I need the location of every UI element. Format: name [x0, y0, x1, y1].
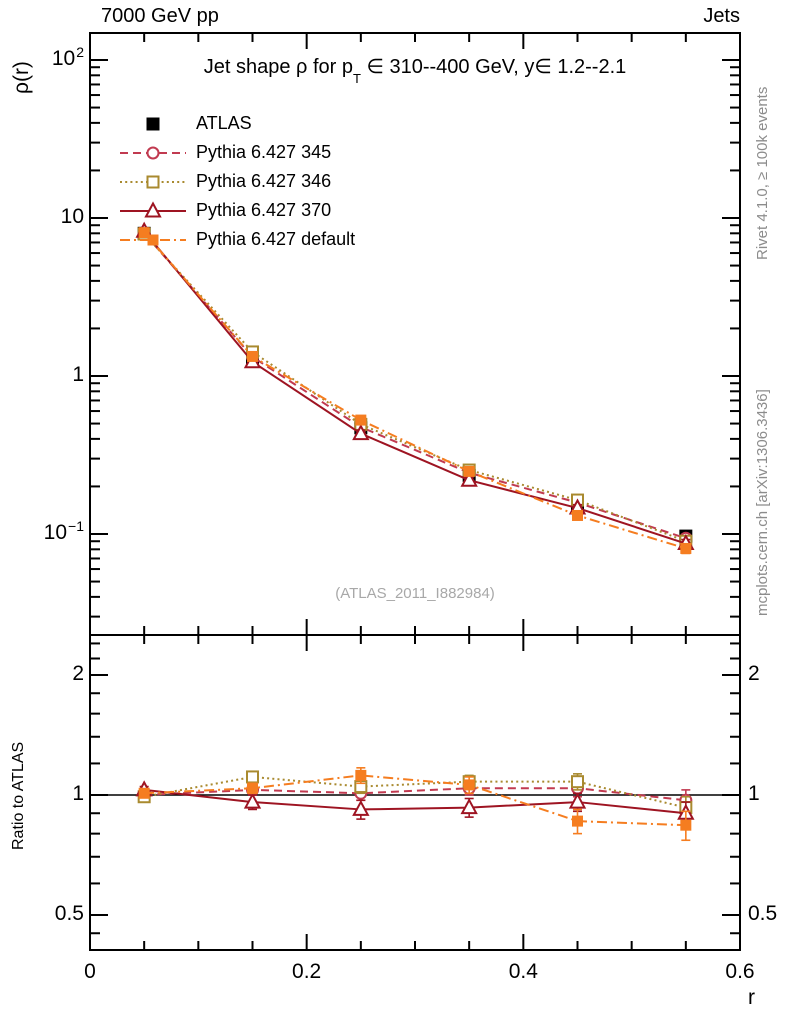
y-ratio-tick-label-right: 1 — [748, 782, 760, 805]
y-main-tick-label: $10^2$ — [51, 44, 84, 70]
plot-title — [90, 54, 740, 86]
legend-label-pythia-6-427-370: Pythia 6.427 370 — [196, 200, 332, 220]
series-main-pythia-6-427-default — [139, 227, 692, 554]
reference-series-atlas — [138, 227, 693, 543]
process-label: Jets — [703, 5, 740, 27]
legend-label-pythia-6-427-346: Pythia 6.427 346 — [196, 171, 332, 191]
series-main-pythia-6-427-345 — [139, 228, 692, 544]
plot-title-subscript: T — [352, 71, 361, 86]
axis-ticks — [90, 33, 740, 950]
y-ratio-tick-label-left: 0.5 — [54, 902, 84, 925]
x-tick-label: 0 — [84, 960, 96, 983]
y-main-tick-label: 10 — [60, 205, 84, 228]
y-main-tick-exponent: 2 — [76, 44, 84, 60]
series-ratio-pythia-6-427-default — [139, 768, 692, 840]
series-main-pythia-6-427-346 — [139, 229, 692, 547]
legend-label-pythia-6-427-default: Pythia 6.427 default — [196, 229, 356, 249]
legend-markers — [120, 118, 186, 246]
y-axis-title-main: ρ(r) — [10, 61, 33, 94]
plot-title-prefix: Jet shape ρ for p — [203, 56, 353, 78]
plot-title-suffix: ∈ 310--400 GeV, y∈ 1.2--2.1 — [360, 56, 627, 78]
series-main-pythia-6-427-370 — [137, 224, 693, 549]
y-axis-title-ratio: Ratio to ATLAS — [10, 741, 27, 850]
mcplots-arxiv-note: mcplots.cern.ch [arXiv:1306.3436] — [754, 389, 771, 616]
y-main-tick-exponent: −1 — [68, 518, 84, 534]
x-axis-title: r — [748, 986, 755, 1009]
y-ratio-tick-label-left: 2 — [72, 662, 84, 685]
y-ratio-tick-label-left: 1 — [72, 782, 84, 805]
x-tick-label: 0.6 — [725, 960, 755, 983]
panel-frames — [90, 33, 740, 950]
y-main-tick-label: 1 — [72, 363, 84, 386]
x-tick-label: 0.4 — [508, 960, 538, 983]
watermark: (ATLAS_2011_I882984) — [335, 585, 495, 602]
rivet-version-note: Rivet 4.1.0, ≥ 100k events — [754, 86, 771, 260]
legend-label-pythia-6-427-345: Pythia 6.427 345 — [196, 142, 332, 162]
y-main-tick-label: $10^{-1}$ — [43, 518, 84, 544]
legend-label-atlas: ATLAS — [196, 113, 252, 133]
y-ratio-tick-label-right: 2 — [748, 662, 760, 685]
x-tick-label: 0.2 — [292, 960, 322, 983]
y-ratio-tick-label-right: 0.5 — [748, 902, 778, 925]
beam-energy-label: 7000 GeV pp — [101, 5, 219, 27]
